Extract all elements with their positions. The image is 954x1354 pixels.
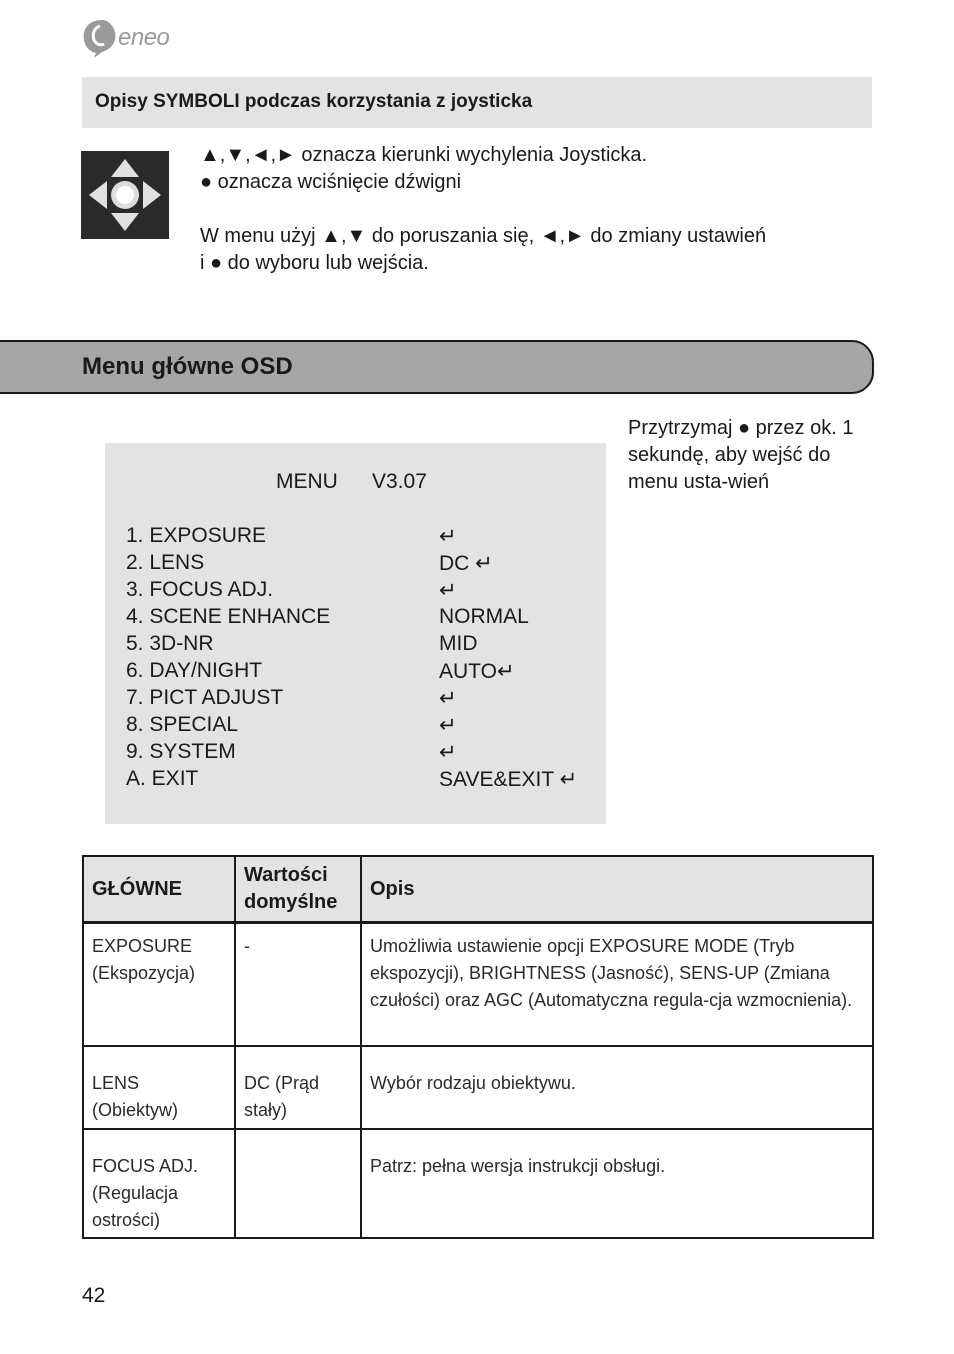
cell-main: EXPOSURE (Ekspozycja) bbox=[83, 923, 235, 1047]
osd-menu-version: V3.07 bbox=[372, 470, 427, 493]
osd-row-value: AUTO↵ bbox=[439, 660, 515, 683]
eneo-logo-text: eneo bbox=[118, 24, 170, 51]
table-row bbox=[83, 923, 873, 1047]
table-row bbox=[83, 1046, 873, 1129]
osd-menu-title: MENU bbox=[276, 470, 338, 493]
osd-menu-table bbox=[82, 855, 874, 1239]
table-row bbox=[83, 1129, 873, 1238]
osd-menu-row bbox=[126, 551, 493, 578]
cell-description: Patrz: pełna wersja instrukcji obsługi. bbox=[361, 1129, 873, 1238]
osd-row-value: SAVE&EXIT ↵ bbox=[439, 768, 578, 791]
cell-description: Wybór rodzaju obiektywu. bbox=[361, 1046, 873, 1129]
osd-row-label: 7. PICT ADJUST bbox=[126, 686, 284, 709]
eneo-logo bbox=[80, 16, 190, 60]
osd-menu-row bbox=[126, 659, 515, 686]
osd-row-value: NORMAL bbox=[439, 605, 529, 628]
symbols-line-1: ▲,▼,◄,► oznacza kierunki wychylenia Joysticka. bbox=[200, 144, 648, 166]
osd-hold-note: Przytrzymaj ● przez ok. 1 sekundę, aby wejść do menu usta-wień bbox=[628, 417, 854, 493]
osd-row-value: ↵ bbox=[439, 579, 457, 602]
header-description: Opis bbox=[361, 856, 873, 923]
page-number: 42 bbox=[82, 1284, 106, 1307]
osd-menu-row bbox=[126, 686, 457, 713]
symbols-section-title: Opisy SYMBOLI podczas korzystania z joysticka bbox=[95, 91, 533, 112]
osd-row-label: A. EXIT bbox=[126, 767, 199, 790]
osd-row-value: DC ↵ bbox=[439, 552, 493, 575]
osd-row-label: 8. SPECIAL bbox=[126, 713, 239, 736]
cell-default: DC (Prąd stały) bbox=[235, 1046, 361, 1129]
osd-row-label: 3. FOCUS ADJ. bbox=[126, 578, 274, 601]
osd-row-label: 1. EXPOSURE bbox=[126, 524, 267, 547]
osd-menu-row bbox=[126, 524, 457, 551]
header-main: GŁÓWNE bbox=[83, 856, 235, 923]
osd-row-label: 6. DAY/NIGHT bbox=[126, 659, 263, 682]
osd-row-label: 2. LENS bbox=[126, 551, 205, 574]
cell-description: Umożliwia ustawienie opcji EXPOSURE MODE (Tryb ekspozycji), BRIGHTNESS (Jasność), SENS-UP (Zmiana czułości) oraz AGC (Automatyczna regula-cja wzmocnienia). bbox=[361, 923, 873, 1047]
osd-row-label: 5. 3D-NR bbox=[126, 632, 214, 655]
osd-section-title: Menu główne OSD bbox=[82, 353, 293, 380]
osd-section-header bbox=[0, 340, 874, 394]
osd-row-value: ↵ bbox=[439, 687, 457, 710]
cell-main: LENS (Obiektyw) bbox=[83, 1046, 235, 1129]
header-default: Wartości domyślne bbox=[235, 856, 361, 923]
osd-row-value: ↵ bbox=[439, 525, 457, 548]
osd-row-value: MID bbox=[439, 632, 478, 655]
symbols-section-header bbox=[82, 77, 872, 128]
osd-row-value: ↵ bbox=[439, 741, 457, 764]
osd-row-label: 4. SCENE ENHANCE bbox=[126, 605, 331, 628]
table-header-row bbox=[83, 856, 873, 923]
symbols-line-3: W menu użyj ▲,▼ do poruszania się, ◄,► do zmiany ustawień bbox=[200, 225, 767, 247]
joystick-icon bbox=[81, 151, 169, 239]
symbols-line-4: i ● do wyboru lub wejścia. bbox=[200, 252, 429, 274]
cell-main: FOCUS ADJ. (Regulacja ostrości) bbox=[83, 1129, 235, 1238]
osd-menu-row bbox=[126, 767, 578, 794]
osd-row-label: 9. SYSTEM bbox=[126, 740, 236, 763]
eneo-logo-icon bbox=[80, 16, 120, 60]
cell-default: - bbox=[235, 923, 361, 1047]
osd-menu-row bbox=[126, 605, 529, 632]
osd-menu-row bbox=[126, 632, 478, 659]
osd-row-value: ↵ bbox=[439, 714, 457, 737]
osd-menu-row bbox=[126, 740, 457, 767]
osd-menu-row bbox=[126, 713, 457, 740]
cell-default bbox=[235, 1129, 361, 1238]
osd-menu-row bbox=[126, 578, 457, 605]
symbols-line-2: ● oznacza wciśnięcie dźwigni bbox=[200, 171, 462, 193]
osd-menu-display bbox=[105, 443, 606, 824]
